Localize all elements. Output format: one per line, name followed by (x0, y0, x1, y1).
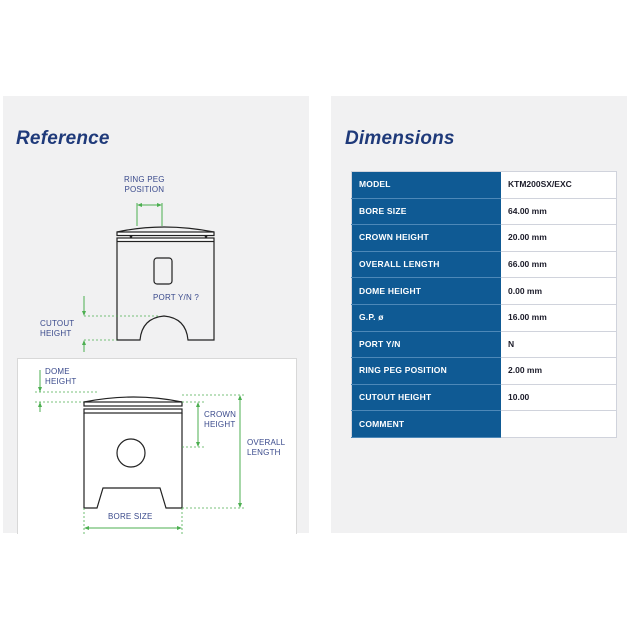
bore-size-label: BORE SIZE (108, 512, 153, 521)
dimension-value: 64.00 mm (501, 198, 617, 225)
dimension-label: OVERALL LENGTH (352, 251, 502, 278)
dimension-value: KTM200SX/EXC (501, 172, 617, 199)
dimension-label: MODEL (352, 172, 502, 199)
dimension-value: 2.00 mm (501, 358, 617, 385)
dimensions-table (351, 171, 617, 438)
reference-title: Reference (16, 128, 110, 149)
dimension-value: N (501, 331, 617, 358)
table-row (352, 172, 617, 199)
dimension-label: BORE SIZE (352, 198, 502, 225)
cutout-height-label: CUTOUT HEIGHT (40, 319, 75, 338)
port-label: PORT Y/N ? (153, 293, 200, 302)
dimension-label: CUTOUT HEIGHT (352, 384, 502, 411)
table-row (352, 225, 617, 252)
bottom-piston-diagram (35, 370, 246, 534)
overall-length-label: OVERALL LENGTH (247, 438, 286, 457)
ring-peg-position-label: RING PEG POSITION (124, 175, 165, 194)
dimension-value: 66.00 mm (501, 251, 617, 278)
table-row (352, 411, 617, 438)
dome-height-label: DOME HEIGHT (45, 367, 77, 386)
table-row (352, 198, 617, 225)
dimension-label: CROWN HEIGHT (352, 225, 502, 252)
dimension-value: 10.00 (501, 384, 617, 411)
table-row (352, 358, 617, 385)
table-row (352, 278, 617, 305)
dimension-value: 20.00 mm (501, 225, 617, 252)
top-piston-diagram (82, 203, 214, 352)
dimension-label: DOME HEIGHT (352, 278, 502, 305)
dimension-value: 16.00 mm (501, 304, 617, 331)
crown-height-label: CROWN HEIGHT (204, 410, 237, 429)
dimension-value (501, 411, 617, 438)
table-row (352, 304, 617, 331)
table-row (352, 331, 617, 358)
table-row (352, 251, 617, 278)
dimension-label: PORT Y/N (352, 331, 502, 358)
table-row (352, 384, 617, 411)
dimension-value: 0.00 mm (501, 278, 617, 305)
dimension-label: COMMENT (352, 411, 502, 438)
dimensions-title: Dimensions (345, 128, 455, 149)
dimension-label: G.P. ø (352, 304, 502, 331)
dimension-label: RING PEG POSITION (352, 358, 502, 385)
